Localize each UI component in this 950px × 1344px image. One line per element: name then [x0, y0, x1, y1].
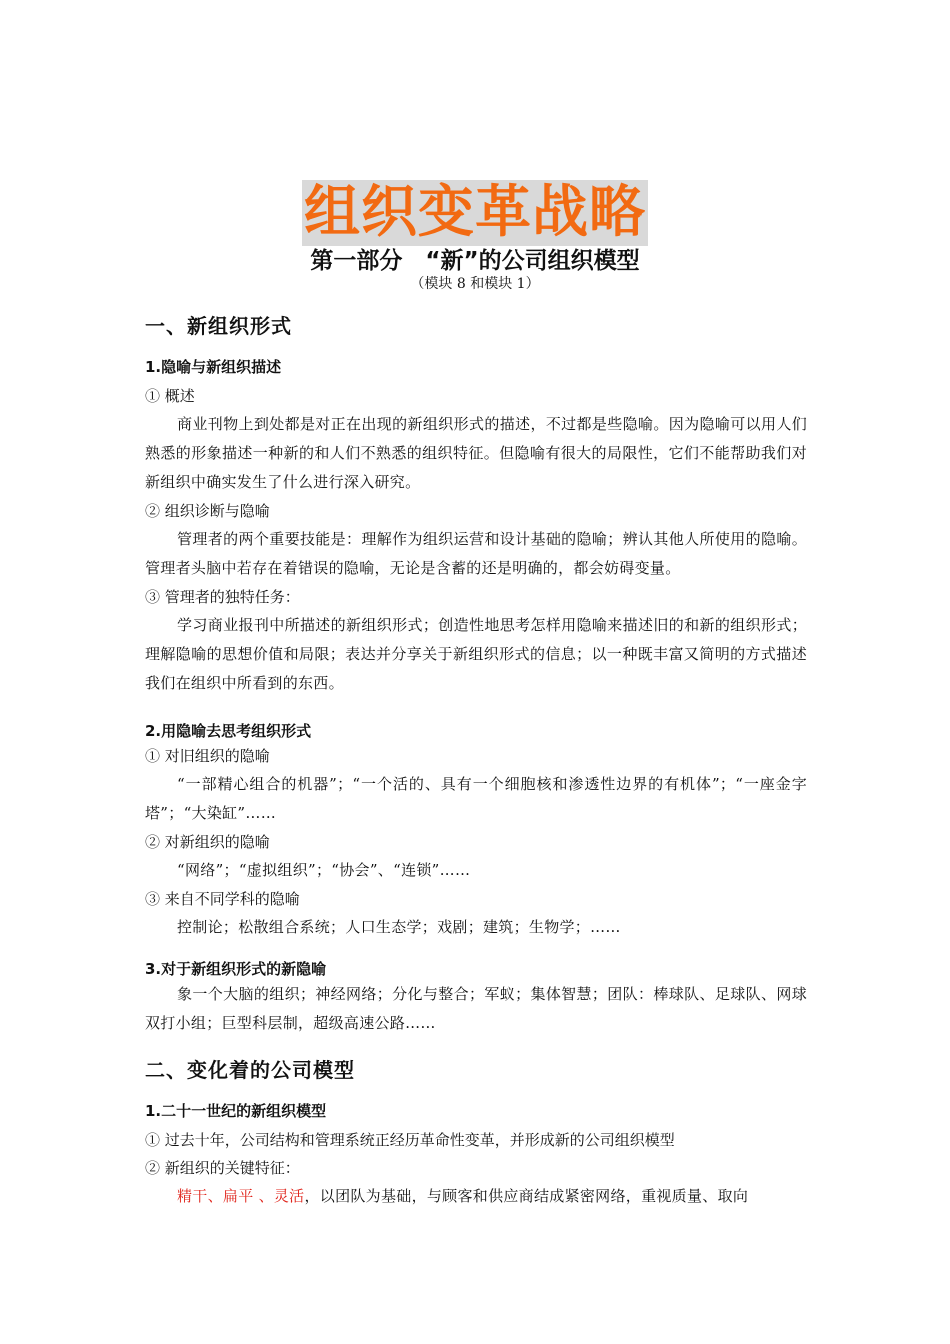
s2-sub1-item1: ① 过去十年，公司结构和管理系统正经历革命性变革，并形成新的公司组织模型 — [145, 1131, 675, 1149]
sub1-para3: 学习商业报刊中所描述的新组织形式；创造性地思考怎样用隐喻来描述旧的和新的组织形式；理解隐喻的思想价值和局限；表达并分享关于新组织形式的信息；以一种既丰富又简明的方式描述我们在组织中所看到的东西。 — [145, 616, 807, 692]
sub2-heading: 2.用隐喻去思考组织形式 — [145, 722, 312, 740]
sub1-para2: 管理者的两个重要技能是：理解作为组织运营和设计基础的隐喻；辨认其他人所使用的隐喻。管理者头脑中若存在着错误的隐喻，无论是含蓄的还是明确的，都会妨碍变量。 — [145, 530, 807, 577]
title-block — [0, 180, 950, 246]
sub2-para3: 控制论；松散组合系统；人口生态学；戏剧；建筑；生物学；…… — [177, 918, 621, 936]
section1-heading: 一、新组织形式 — [145, 314, 292, 338]
module-note: （模块 8 和模块 1） — [410, 276, 540, 292]
sub2-item3: ③ 来自不同学科的隐喻 — [145, 890, 300, 908]
key-traits-rest: ，以团队为基础，与顾客和供应商结成紧密网络，重视质量、取向 — [304, 1187, 749, 1205]
part-subtitle: 第一部分 “新”的公司组织模型 — [310, 248, 640, 274]
sub1-item1: ① 概述 — [145, 387, 195, 405]
section2-heading: 二、变化着的公司模型 — [145, 1058, 355, 1082]
section1-sub3 — [145, 958, 807, 1038]
sub1-heading: 1.隐喻与新组织描述 — [145, 358, 282, 376]
s2-sub1-heading: 1.二十一世纪的新组织模型 — [145, 1102, 327, 1120]
key-traits-highlight: 精干、扁平 、灵活 — [177, 1187, 305, 1205]
sub3-heading: 3.对于新组织形式的新隐喻 — [145, 960, 327, 978]
document-title: 组织变革战略 — [304, 180, 646, 245]
sub1-item2: ② 组织诊断与隐喻 — [145, 502, 270, 520]
section2-sub1 — [145, 1100, 807, 1211]
sub2-item1: ① 对旧组织的隐喻 — [145, 747, 270, 765]
sub2-para2: “网络”；“虚拟组织”；“协会”、“连锁”…… — [177, 861, 471, 879]
sub1-para1: 商业刊物上到处都是对正在出现的新组织形式的描述，不过都是些隐喻。因为隐喻可以用人们熟悉的形象描述一种新的和人们不熟悉的组织特征。但隐喻有很大的局限性，它们不能帮助我们对新组织中确实发生了什么进行深入研究。 — [145, 415, 807, 491]
section1 — [145, 312, 807, 340]
sub2-item2: ② 对新组织的隐喻 — [145, 833, 270, 851]
s2-sub1-item2: ② 新组织的关键特征： — [145, 1159, 300, 1177]
section2 — [145, 1056, 807, 1084]
sub2-para1: “一部精心组合的机器”；“一个活的、具有一个细胞核和渗透性边界的有机体”；“一座金字塔”；“大染缸”…… — [145, 775, 807, 822]
section1-sub1 — [145, 356, 807, 698]
sub1-item3: ③ 管理者的独特任务： — [145, 588, 300, 606]
s2-sub1-para — [145, 1182, 807, 1211]
sub3-para1: 象一个大脑的组织；神经网络；分化与整合；军蚁；集体智慧；团队：棒球队、足球队、网球双打小组；巨型科层制，超级高速公路…… — [145, 985, 807, 1032]
section1-sub2 — [145, 720, 807, 942]
